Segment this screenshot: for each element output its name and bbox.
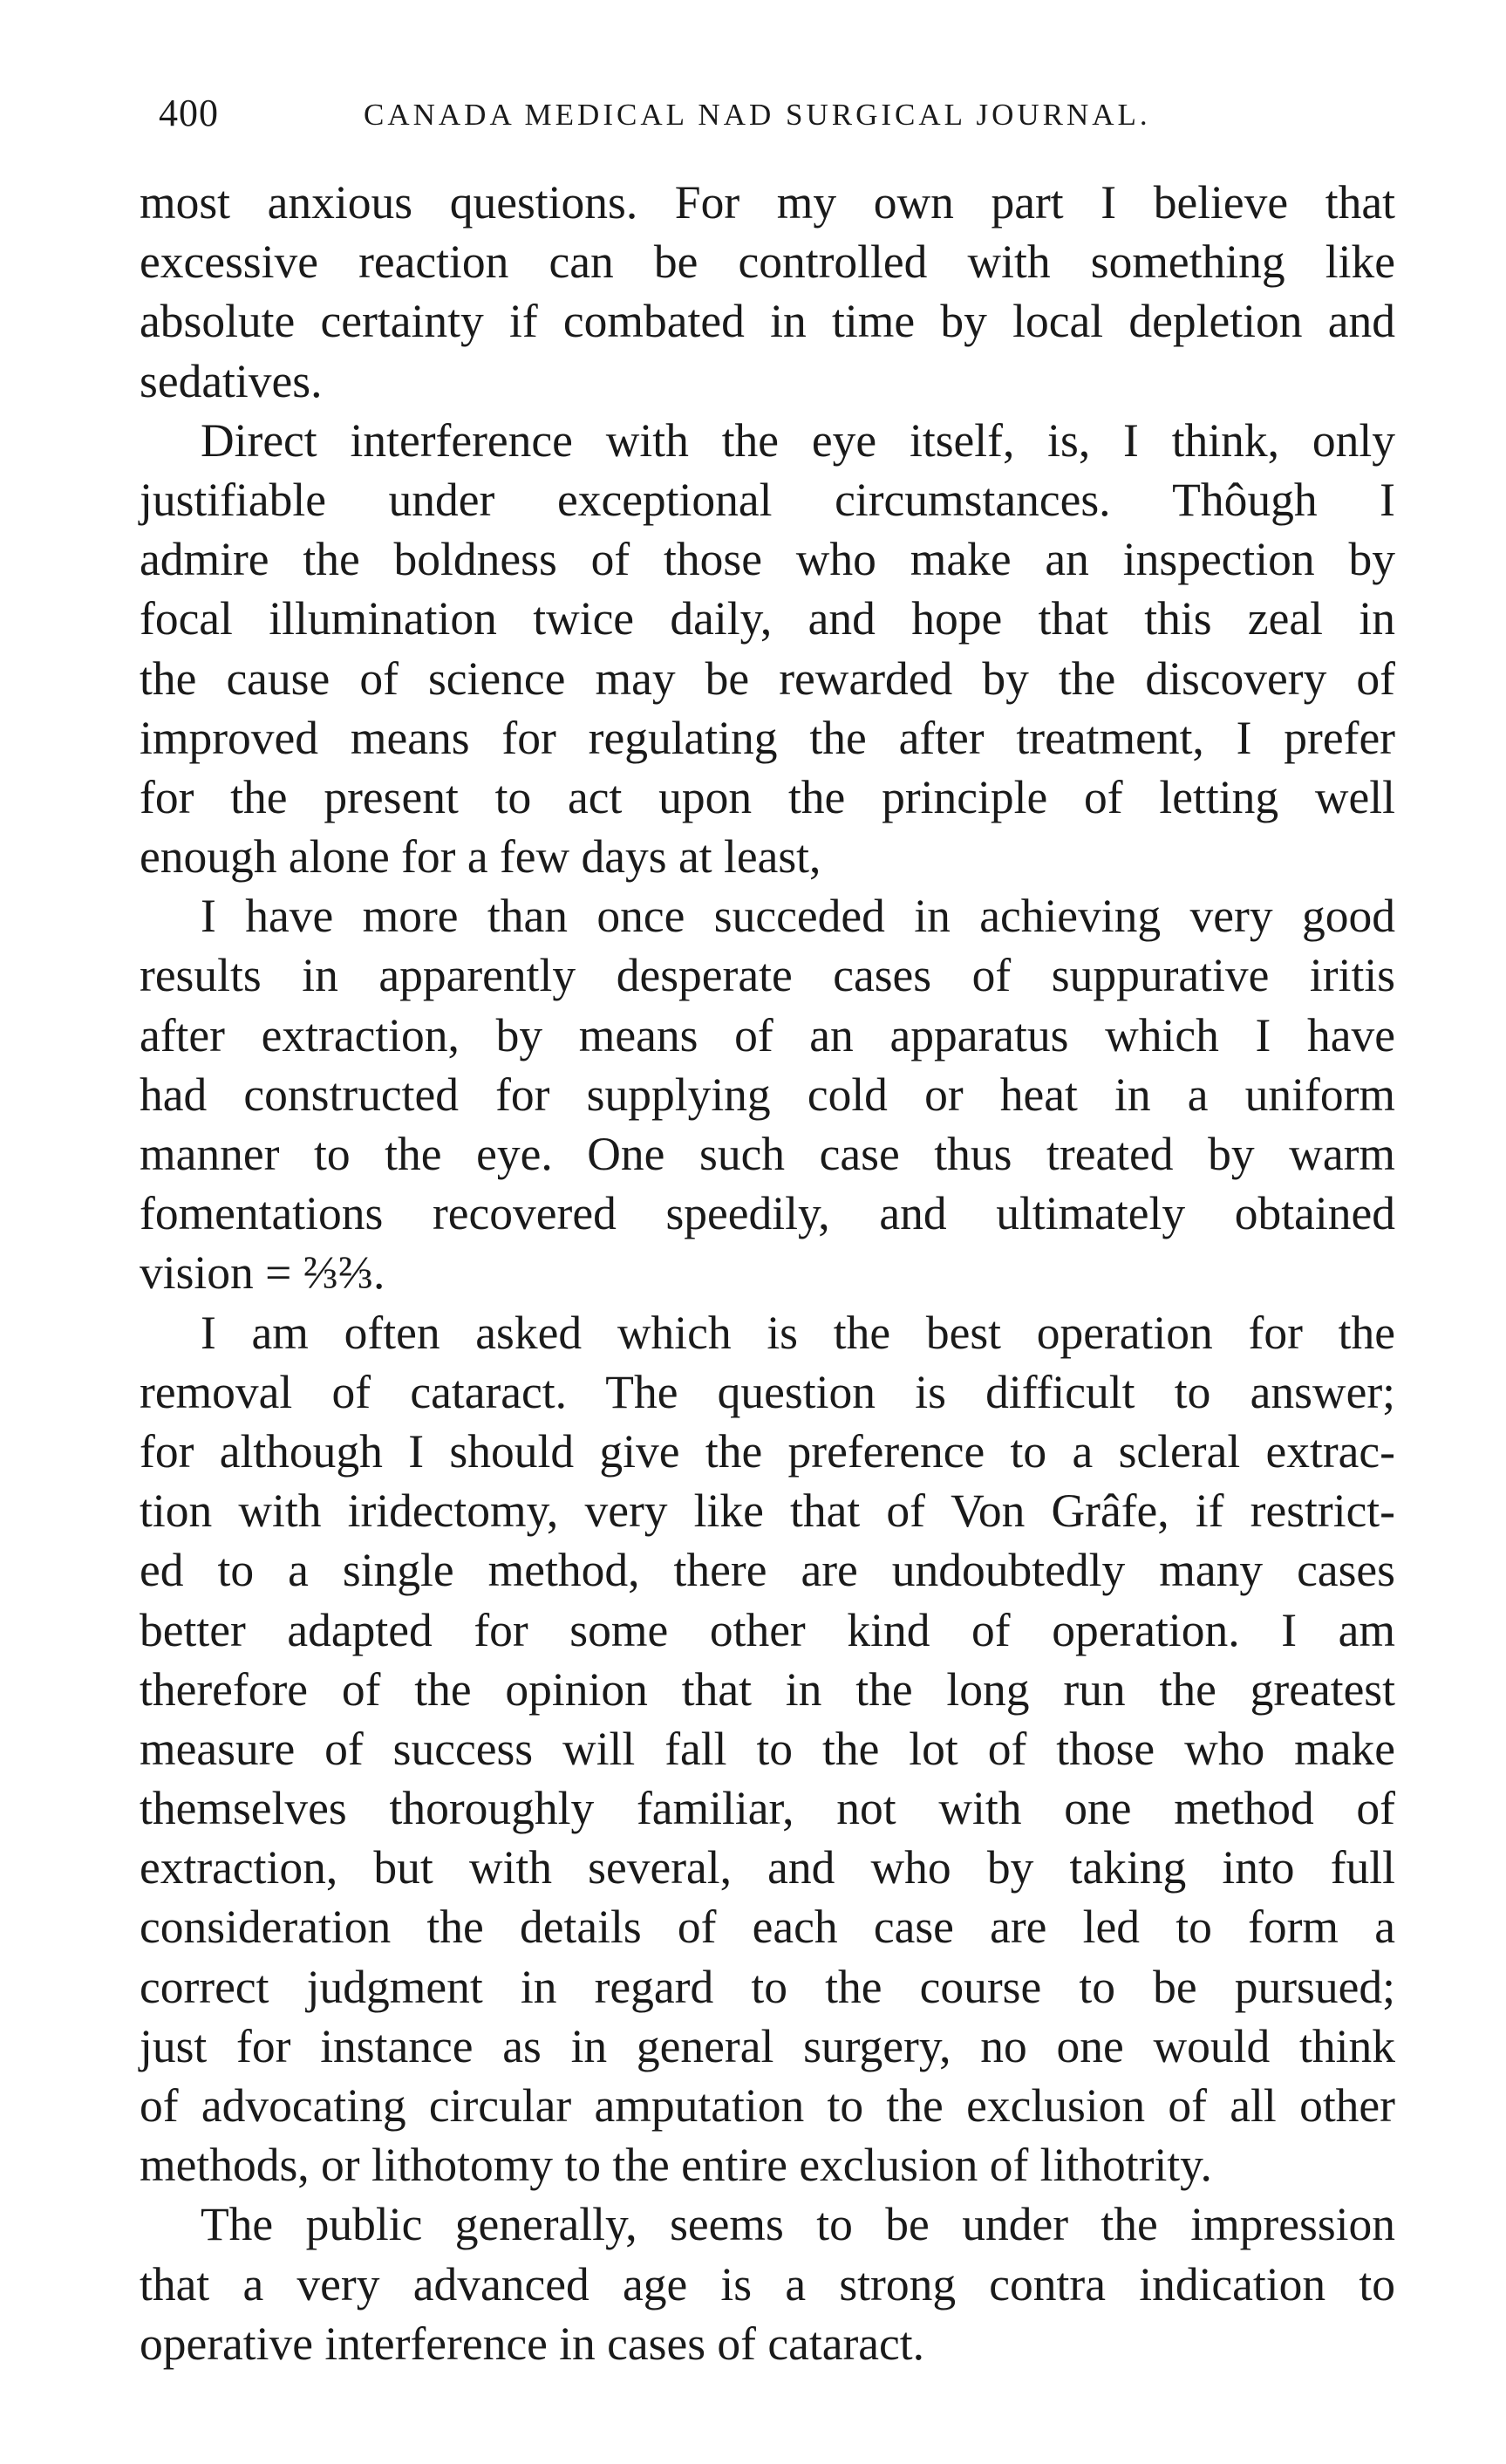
running-title: CANADA MEDICAL NAD SURGICAL JOURNAL. [364, 98, 1151, 132]
text-line: absolute certainty if combated in time by local depletion and [140, 295, 1395, 348]
body-text [140, 173, 1395, 2373]
text-line: for the present to act upon the principle of letting well [140, 770, 1395, 823]
text-line: extraction, but with several, and who by taking into full [140, 1841, 1395, 1894]
text-line: fomentations recovered speedily, and ultimately obtained [140, 1187, 1395, 1240]
text-line: after extraction, by means of an apparatus which I have [140, 1008, 1395, 1061]
text-line: of advocating circular amputation to the exclusion of all other [140, 2079, 1395, 2132]
text-line: better adapted for some other kind of operation. I am [140, 1603, 1395, 1656]
text-line: sedatives. [140, 354, 323, 407]
text-line: manner to the eye. One such case thus treated by warm [140, 1128, 1395, 1180]
page-header [159, 87, 1380, 140]
text-line: operative interference in cases of cataract. [140, 2317, 925, 2370]
text-line: I have more than once succeded in achieving very good [201, 890, 1395, 943]
text-line: The public generally, seems to be under the impression [201, 2198, 1395, 2251]
text-line: I am often asked which is the best operation for the [201, 1306, 1395, 1359]
text-line: correct judgment in regard to the course to be pursued; [140, 1960, 1395, 2013]
text-line: justifiable under exceptional circumstances. Thôugh I [140, 473, 1395, 526]
text-line: tion with iridectomy, very like that of Von Grâfe, if restrict- [140, 1485, 1395, 1538]
text-line: measure of success will fall to the lot of those who make [140, 1722, 1395, 1775]
text-line: most anxious questions. For my own part I believe that [140, 176, 1395, 229]
text-line: that a very advanced age is a strong contra indication to [140, 2257, 1395, 2310]
text-line: themselves thoroughly familiar, not with one method of [140, 1782, 1395, 1835]
page-number: 400 [159, 92, 219, 134]
text-line: results in apparently desperate cases of suppurative iritis [140, 949, 1395, 1002]
text-line: just for instance as in general surgery, no one would think [140, 2019, 1395, 2072]
text-line: admire the boldness of those who make an inspection by [140, 533, 1395, 586]
text-line: Direct interference with the eye itself, is, I think, only [201, 413, 1395, 467]
text-line: vision = ⅔⅔. [140, 1246, 385, 1300]
text-line: consideration the details of each case are led to form a [140, 1901, 1395, 1954]
text-line: improved means for regulating the after treatment, I prefer [140, 711, 1395, 764]
text-line: the cause of science may be rewarded by the discovery of [140, 652, 1395, 705]
text-line: focal illumination twice daily, and hope that this zeal in [140, 592, 1395, 645]
text-line: had constructed for supplying cold or heat in a uniform [140, 1068, 1395, 1121]
text-line: methods, or lithotomy to the entire exclusion of lithotrity. [140, 2139, 1212, 2192]
text-line: excessive reaction can be controlled with something like [140, 235, 1395, 289]
text-line: therefore of the opinion that in the long run the greatest [140, 1662, 1395, 1716]
text-line: enough alone for a few days at least, [140, 830, 821, 884]
text-line: for although I should give the preference to a scleral extrac- [140, 1424, 1395, 1478]
text-line: ed to a single method, there are undoubtedly many cases [140, 1544, 1395, 1597]
text-line: removal of cataract. The question is difficult to answer; [140, 1365, 1395, 1418]
